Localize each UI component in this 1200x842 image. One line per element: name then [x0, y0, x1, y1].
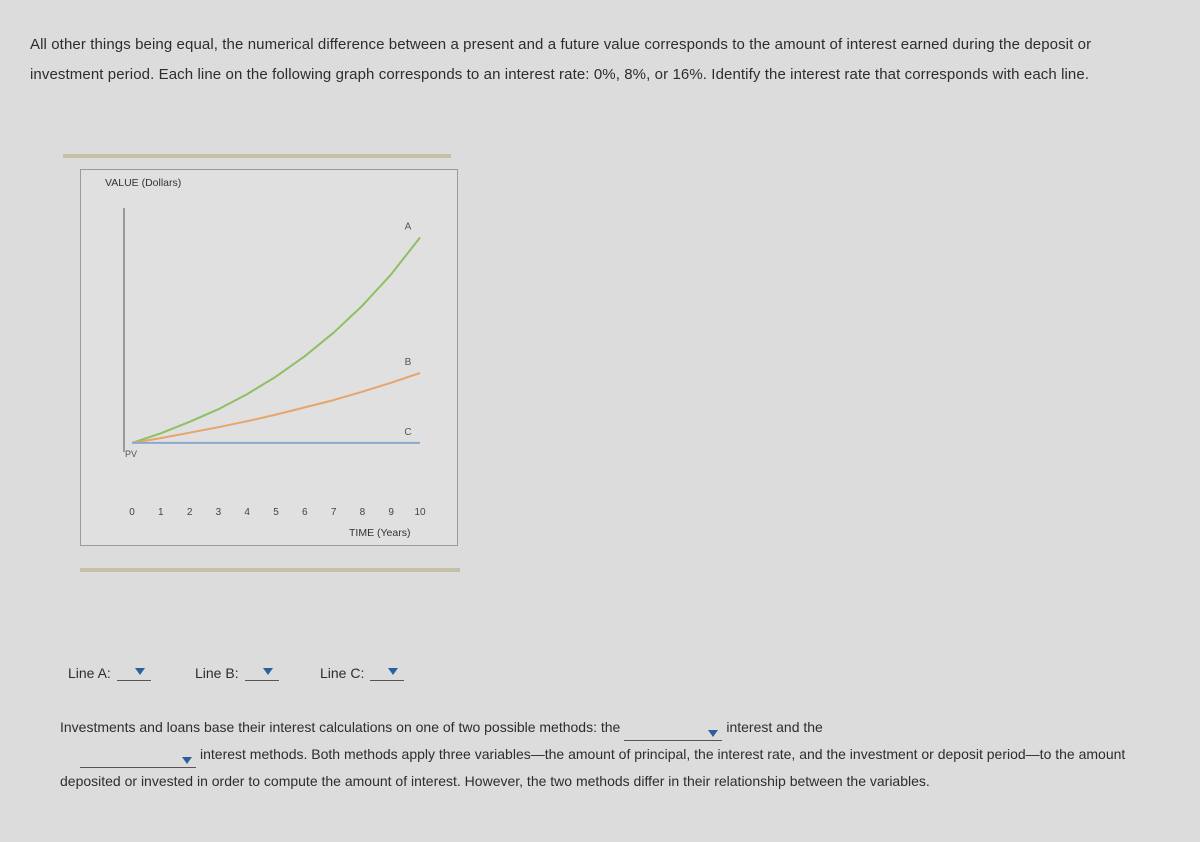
paragraph-part1: Investments and loans base their interest calculations on one of two possible methods: the [60, 719, 621, 735]
line-c-answer [320, 662, 404, 681]
line-a-label: Line A: [68, 665, 111, 681]
line-a-answer [68, 662, 151, 681]
line-c-label: Line C: [320, 665, 365, 681]
x-tick-label: 10 [414, 507, 426, 518]
method-2-dropdown[interactable] [80, 751, 196, 768]
interest-rate-chart [81, 170, 457, 545]
line-b-dropdown[interactable] [245, 662, 279, 681]
x-tick-label: 1 [158, 507, 164, 518]
line-a-dropdown[interactable] [117, 662, 151, 681]
series-label-c: C [404, 426, 412, 438]
series-label-a: A [404, 221, 412, 233]
bottom-divider [80, 568, 460, 572]
chevron-down-icon [388, 668, 398, 675]
x-tick-label: 2 [186, 507, 193, 518]
y-axis-label: VALUE (Dollars) [105, 177, 182, 189]
chevron-down-icon [182, 757, 192, 764]
question-text: All other things being equal, the numerical difference between a present and a future value corresponds to the amount of interest earned during the deposit or investment period. Each line on the following graph corresponds to an interest rate: 0%, 8%, or 16%. Identify the interest rate that corresponds with each line. [30, 36, 1092, 83]
x-tick-label: 8 [359, 507, 366, 518]
line-c-dropdown[interactable] [370, 662, 404, 681]
chevron-down-icon [263, 668, 273, 675]
chevron-down-icon [708, 730, 718, 737]
x-tick-label: 5 [273, 507, 279, 518]
series-line-a [132, 238, 420, 443]
interest-methods-paragraph [60, 714, 1140, 795]
paragraph-part3: interest methods. Both methods apply three variables—the amount of principal, the interest rate, and the investment or deposit period—to the amount deposited or invested in order to compute the amount of interest. However, the two methods differ in their relationship between the variables. [60, 746, 1126, 789]
series-label-b: B [404, 357, 412, 369]
top-divider [63, 154, 451, 158]
paragraph-part2: interest and the [726, 719, 823, 735]
method-1-dropdown[interactable] [624, 724, 722, 741]
x-tick-label: 3 [215, 507, 222, 518]
chevron-down-icon [135, 668, 145, 675]
x-tick-label: 0 [129, 507, 135, 518]
line-b-label: Line B: [195, 665, 239, 681]
series-line-b [132, 373, 420, 443]
origin-label-pv: PV [125, 449, 138, 459]
line-b-answer [195, 662, 279, 681]
chart-panel [80, 169, 458, 546]
x-tick-label: 4 [244, 507, 250, 518]
x-tick-label: 9 [388, 507, 394, 518]
x-axis-label: TIME (Years) [349, 527, 411, 539]
x-tick-label: 6 [302, 507, 308, 518]
x-tick-label: 7 [330, 507, 337, 518]
